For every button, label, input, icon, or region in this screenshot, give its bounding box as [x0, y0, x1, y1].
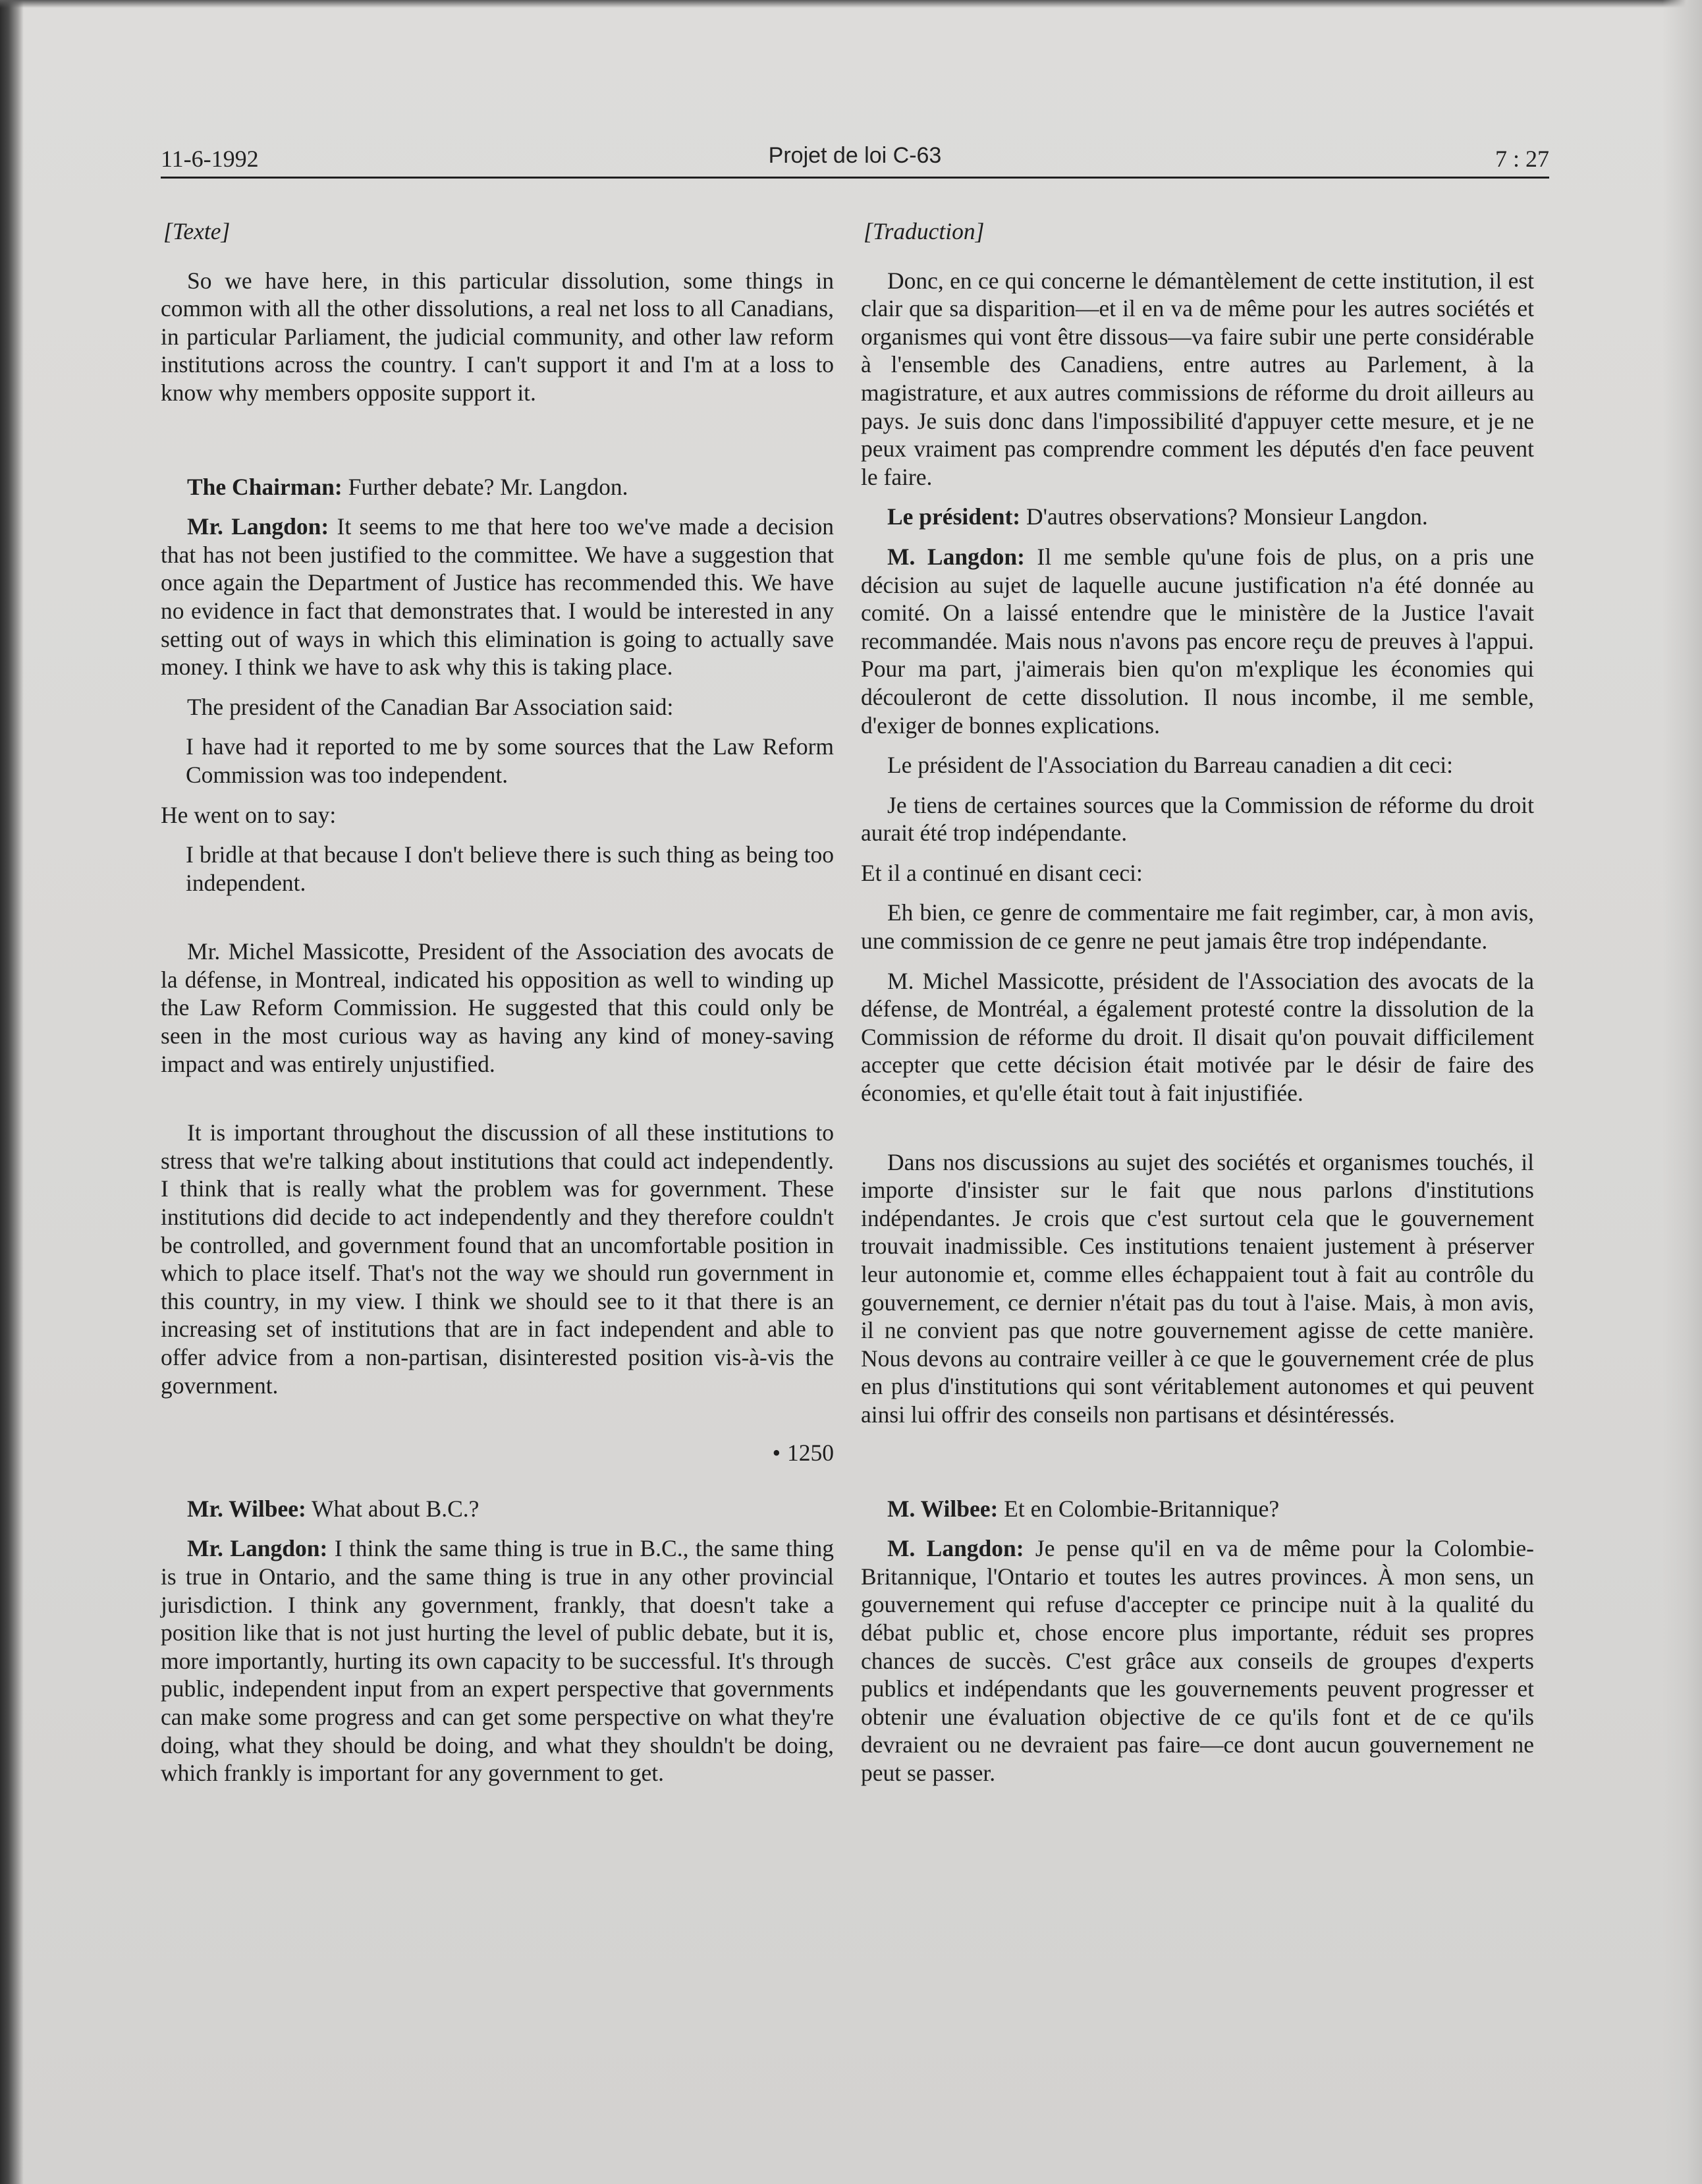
- binding-shadow: [0, 0, 24, 2184]
- paragraph-chairman: [861, 503, 1534, 531]
- speech-text: Il me semble qu'une fois de plus, on a pris une décision au sujet de laquelle aucune justification n'a été donnée au comité. On a laissé entendre que le ministère de la Justice l'avait recommandée. Mais nous n'avons pas encore reçu de preuves à l'appui. Pour ma part, j'aimerais bien qu'on m'explique les économies qui découleront de cette dissolution. Il nous incombe, il me semble, d'exiger de bonnes explications.: [861, 543, 1534, 739]
- header-date: 11-6-1992: [161, 146, 259, 172]
- speech-text: What about B.C.?: [306, 1495, 480, 1522]
- speaker-name: Mr. Wilbee:: [187, 1495, 306, 1522]
- paragraph-chairman: [161, 473, 834, 501]
- speaker-name: M. Langdon:: [887, 543, 1025, 570]
- timestamp-value: 1250: [787, 1440, 834, 1467]
- top-edge-shadow: [0, 0, 1702, 8]
- english-column: [161, 217, 834, 1787]
- speech-text: Je pense qu'il en va de même pour la Colombie-Britannique, l'Ontario et toutes les autres provinces. À mon sens, un gouvernement qui refuse d'accepter ce principe nuit à la qualité du débat public et, chose encore plus importante, réduit ses propres chances de succès. C'est grâce aux conseils de groupes d'experts publics et indépendants que les gouvernements peuvent progresser et obtenir une évaluation objective de ce qu'ils font et de ce qu'ils devraient ou ne devraient pas faire—ce dont aucun gouvernement ne peut se passer.: [861, 1535, 1534, 1786]
- paragraph-went-on: He went on to say:: [161, 801, 337, 828]
- speaker-name: Mr. Langdon:: [187, 513, 329, 540]
- paragraph-massicotte: Mr. Michel Massicotte, President of the Association des avocats de la défense, in Montreal, indicated his opposition as well to winding up the Law Reform Commission. He suggested that this could only be seen in the most curious way as having any kind of money-saving impact and was entirely unjustified.: [161, 938, 834, 1077]
- running-header: [161, 136, 1549, 179]
- paragraph-langdon-1: [161, 513, 834, 681]
- speaker-name: Mr. Langdon:: [187, 1535, 328, 1562]
- speech-text: Et en Colombie-Britannique?: [998, 1495, 1280, 1522]
- language-label-text: [Traduction]: [864, 218, 985, 244]
- header-title: Projet de loi C-63: [768, 143, 942, 168]
- paragraph-1: Donc, en ce qui concerne le démantèlement de cette institution, il est clair que sa disparition—et il en va de même pour les autres sociétés et organismes qui vont être dissous—va faire subir une perte considérable à l'ensemble des Canadiens, entre autres au Parlement, à la magistrature, et aux autres commissions de réforme du droit ailleurs au pays. Je suis donc dans l'impossibilité d'appuyer cette mesure, et je ne peux vraiment pas comprendre comment les députés d'en face peuvent le faire.: [861, 267, 1534, 490]
- language-label: Texte: [172, 218, 221, 244]
- speaker-name: The Chairman:: [187, 473, 343, 500]
- french-column: [861, 217, 1534, 1787]
- speech-text: I think the same thing is true in B.C., the same thing is true in Ontario, and the same thing is true in any other provincial jurisdiction. I think any government, frankly, that doesn't take a position like that is not just hurting the level of public debate, but it is, more importantly, hurting its own capacity to be successful. It's through public, independent input from an expert perspective that governments can make some progress and can get some perspective on what they're doing, what they should be doing, and what they shouldn't be doing, which frankly is important for any government to get.: [161, 1535, 834, 1787]
- speech-text: It seems to me that here too we've made a decision that has not been justified to the committee. We have a suggestion that once again the Department of Justice has recommended this. We have no evidence in fact that demonstrates that. I would be interested in any setting out of ways in which this elimination is going to actually save money. I think we have to ask why this is taking place.: [161, 513, 834, 681]
- header-page-number: 7 : 27: [1495, 146, 1549, 172]
- language-label-text: [Texte]: [163, 218, 231, 244]
- paragraph-independence: It is important throughout the discussion of all these institutions to stress that we're talking about institutions that could act independently. I think that is really what the problem was for government. These institutions did decide to act independently and they therefore couldn't be controlled, and government found that an uncomfortable position in which to place itself. That's not the way we should run government in this country, in my view. I think we should see to it that there is an increasing set of institutions that are in fact independent and able to offer advice from a non-partisan, disinterested position vis-à-vis the government.: [161, 1119, 834, 1399]
- speaker-name: Le président:: [887, 503, 1021, 530]
- paragraph-wilbee: [861, 1495, 1534, 1523]
- quote-2: Eh bien, ce genre de commentaire me fait regimber, car, à mon avis, une commission de ce genre ne peut jamais être trop indépendante.: [861, 899, 1534, 955]
- quote-2: I bridle at that because I don't believe there is such thing as being too independent.: [186, 841, 834, 896]
- speech-text: Further debate? Mr. Langdon.: [342, 473, 628, 500]
- timestamp: [161, 1439, 834, 1467]
- quote-1: I have had it reported to me by some sources that the Law Reform Commission was too independent.: [186, 733, 834, 788]
- speaker-name: M. Langdon:: [887, 1535, 1024, 1562]
- paragraph-langdon-2: [161, 1534, 834, 1787]
- language-label: Traduction: [872, 218, 975, 244]
- paragraph-1: So we have here, in this particular dissolution, some things in common with all the other dissolutions, a real net loss to all Canadians, in particular Parliament, the judicial community, and other law reform institutions across the country. I can't support it and I'm at a loss to know why members opposite support it.: [161, 267, 834, 406]
- speaker-name: M. Wilbee:: [887, 1495, 999, 1522]
- paragraph-wilbee: [161, 1495, 834, 1523]
- right-edge-shade: [1662, 0, 1702, 2184]
- speech-text: D'autres observations? Monsieur Langdon.: [1020, 503, 1428, 530]
- paragraph-cba-intro: The president of the Canadian Bar Association said:: [187, 693, 674, 720]
- paragraph-cba-intro: Le président de l'Association du Barreau canadien a dit ceci:: [887, 752, 1454, 779]
- bullet-icon: •: [772, 1440, 781, 1467]
- paragraph-massicotte: M. Michel Massicotte, président de l'Association des avocats de la défense, de Montréal, a également protesté contre la dissolution de la Commission de réforme du droit. Il disait qu'on pouvait difficilement accepter que cette décision était motivée par le désir de faire des économies, et qu'elle était tout à fait injustifiée.: [861, 967, 1534, 1107]
- paragraph-langdon-1: [861, 543, 1534, 739]
- paragraph-langdon-2: [861, 1534, 1534, 1787]
- paragraph-went-on: Et il a continué en disant ceci:: [861, 859, 1143, 886]
- quote-1: Je tiens de certaines sources que la Commission de réforme du droit aurait été trop indépendante.: [861, 791, 1534, 847]
- paragraph-independence: Dans nos discussions au sujet des sociétés et organismes touchés, il importe d'insister sur le fait que nous parlons d'institutions indépendantes. Je crois que c'est surtout cela que le gouvernement trouvait inadmissible. Ces institutions tenaient justement à préserver leur autonomie et, comme elles échappaient tout à fait au contrôle du gouvernement, ce dernier n'était pas du tout à l'aise. Mais, à mon avis, il ne convient pas que notre gouvernement agisse de cette manière. Nous devons au contraire veiller à ce que le gouvernement crée de plus en plus d'institutions qui sont véritablement autonomes et qui peuvent ainsi lui offrir des conseils non partisans et désintéressés.: [861, 1148, 1534, 1428]
